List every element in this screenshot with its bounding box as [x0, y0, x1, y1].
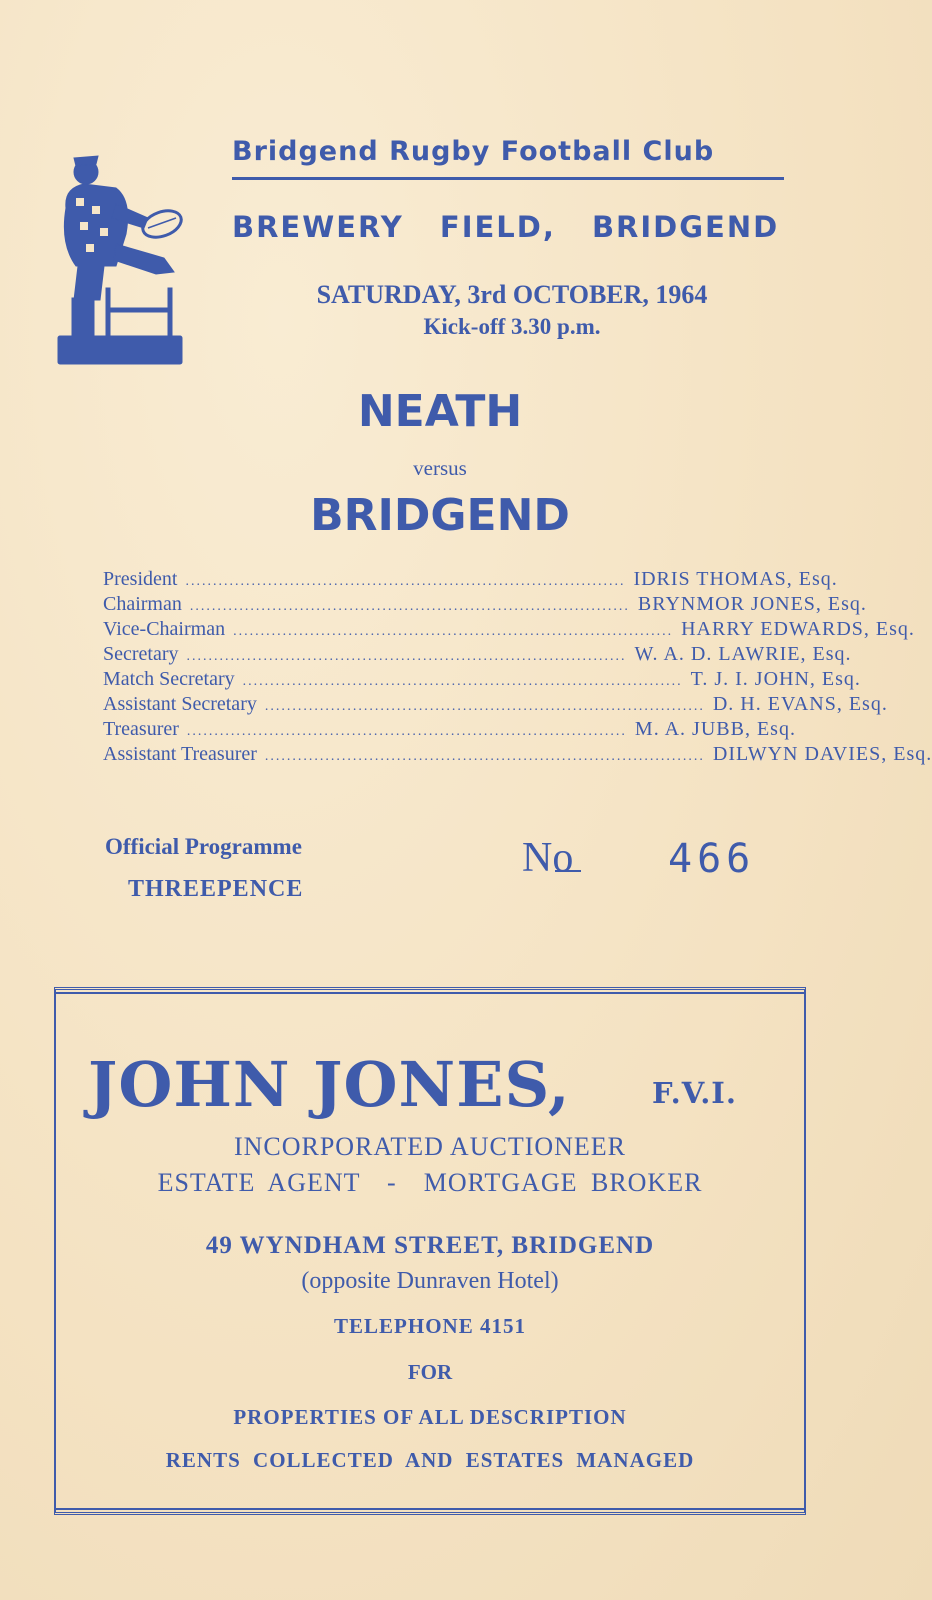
advert-top-rule — [54, 992, 806, 994]
officials-list — [103, 568, 932, 768]
official-role: Vice-Chairman — [103, 618, 226, 640]
versus-label: versus — [413, 456, 467, 480]
official-row — [103, 593, 867, 618]
official-name: M. A. JUBB, Esq. — [634, 718, 796, 740]
programme-price: THREEPENCE — [128, 876, 304, 902]
leader-dots: ................................................................................ — [186, 649, 627, 664]
advert-services: ESTATE AGENT - MORTGAGE BROKER — [157, 1168, 703, 1197]
number-symbol-underline — [555, 870, 581, 872]
leader-dots: ................................................................................ — [242, 674, 683, 689]
official-name: BRYNMOR JONES, Esq. — [637, 593, 867, 615]
official-name: IDRIS THOMAS, Esq. — [633, 568, 838, 590]
leader-dots: ................................................................................ — [264, 699, 705, 714]
advert-name: JOHN JONES, — [88, 1048, 571, 1121]
official-name: T. J. I. JOHN, Esq. — [690, 668, 861, 690]
club-name: Bridgend Rugby Football Club — [232, 136, 715, 167]
official-role: Assistant Secretary — [103, 693, 257, 715]
official-row — [103, 618, 915, 643]
leader-dots: ................................................................................ — [233, 624, 674, 639]
match-date: SATURDAY, 3rd OCTOBER, 1964 — [316, 280, 708, 309]
official-row — [103, 668, 861, 693]
programme-number-symbol: No — [522, 835, 574, 881]
club-name-underline — [232, 177, 784, 180]
leader-dots: ................................................................................ — [189, 599, 630, 614]
advert-properties: PROPERTIES OF ALL DESCRIPTION — [233, 1405, 627, 1429]
official-role: President — [103, 568, 178, 590]
official-name: D. H. EVANS, Esq. — [712, 693, 888, 715]
official-role: Chairman — [103, 593, 182, 615]
advert-address: 49 WYNDHAM STREET, BRIDGEND — [205, 1232, 655, 1259]
advert-rents: RENTS COLLECTED AND ESTATES MANAGED — [165, 1448, 695, 1472]
programme-label: Official Programme — [105, 834, 302, 859]
ground-name: BREWERY FIELD, BRIDGEND — [232, 210, 780, 244]
leader-dots: ................................................................................ — [185, 574, 626, 589]
official-role: Match Secretary — [103, 668, 235, 690]
advert-qualifications: F.V.I. — [652, 1076, 737, 1110]
rugby-player-emblem-icon — [56, 148, 188, 376]
advert-profession: INCORPORATED AUCTIONEER — [233, 1132, 627, 1161]
leader-dots: ................................................................................ — [186, 724, 627, 739]
advert-telephone: TELEPHONE 4151 — [334, 1314, 526, 1338]
kickoff-time: Kick-off 3.30 p.m. — [423, 314, 601, 339]
home-team: NEATH — [357, 386, 523, 437]
official-role: Assistant Treasurer — [103, 743, 257, 765]
advert-location-note: (opposite Dunraven Hotel) — [301, 1268, 559, 1294]
official-role: Treasurer — [103, 718, 179, 740]
advert-for: FOR — [407, 1360, 453, 1384]
official-row — [103, 568, 838, 593]
official-row — [103, 693, 888, 718]
official-role: Secretary — [103, 643, 179, 665]
leader-dots: ................................................................................ — [264, 749, 705, 764]
advert-bottom-rule — [54, 1508, 806, 1510]
official-row — [103, 643, 852, 668]
programme-number: 466 — [668, 836, 756, 882]
away-team: BRIDGEND — [310, 490, 570, 541]
official-name: DILWYN DAVIES, Esq. — [712, 743, 932, 765]
official-row — [103, 718, 796, 743]
official-row — [103, 743, 932, 768]
official-name: HARRY EDWARDS, Esq. — [681, 618, 915, 640]
official-name: W. A. D. LAWRIE, Esq. — [634, 643, 852, 665]
